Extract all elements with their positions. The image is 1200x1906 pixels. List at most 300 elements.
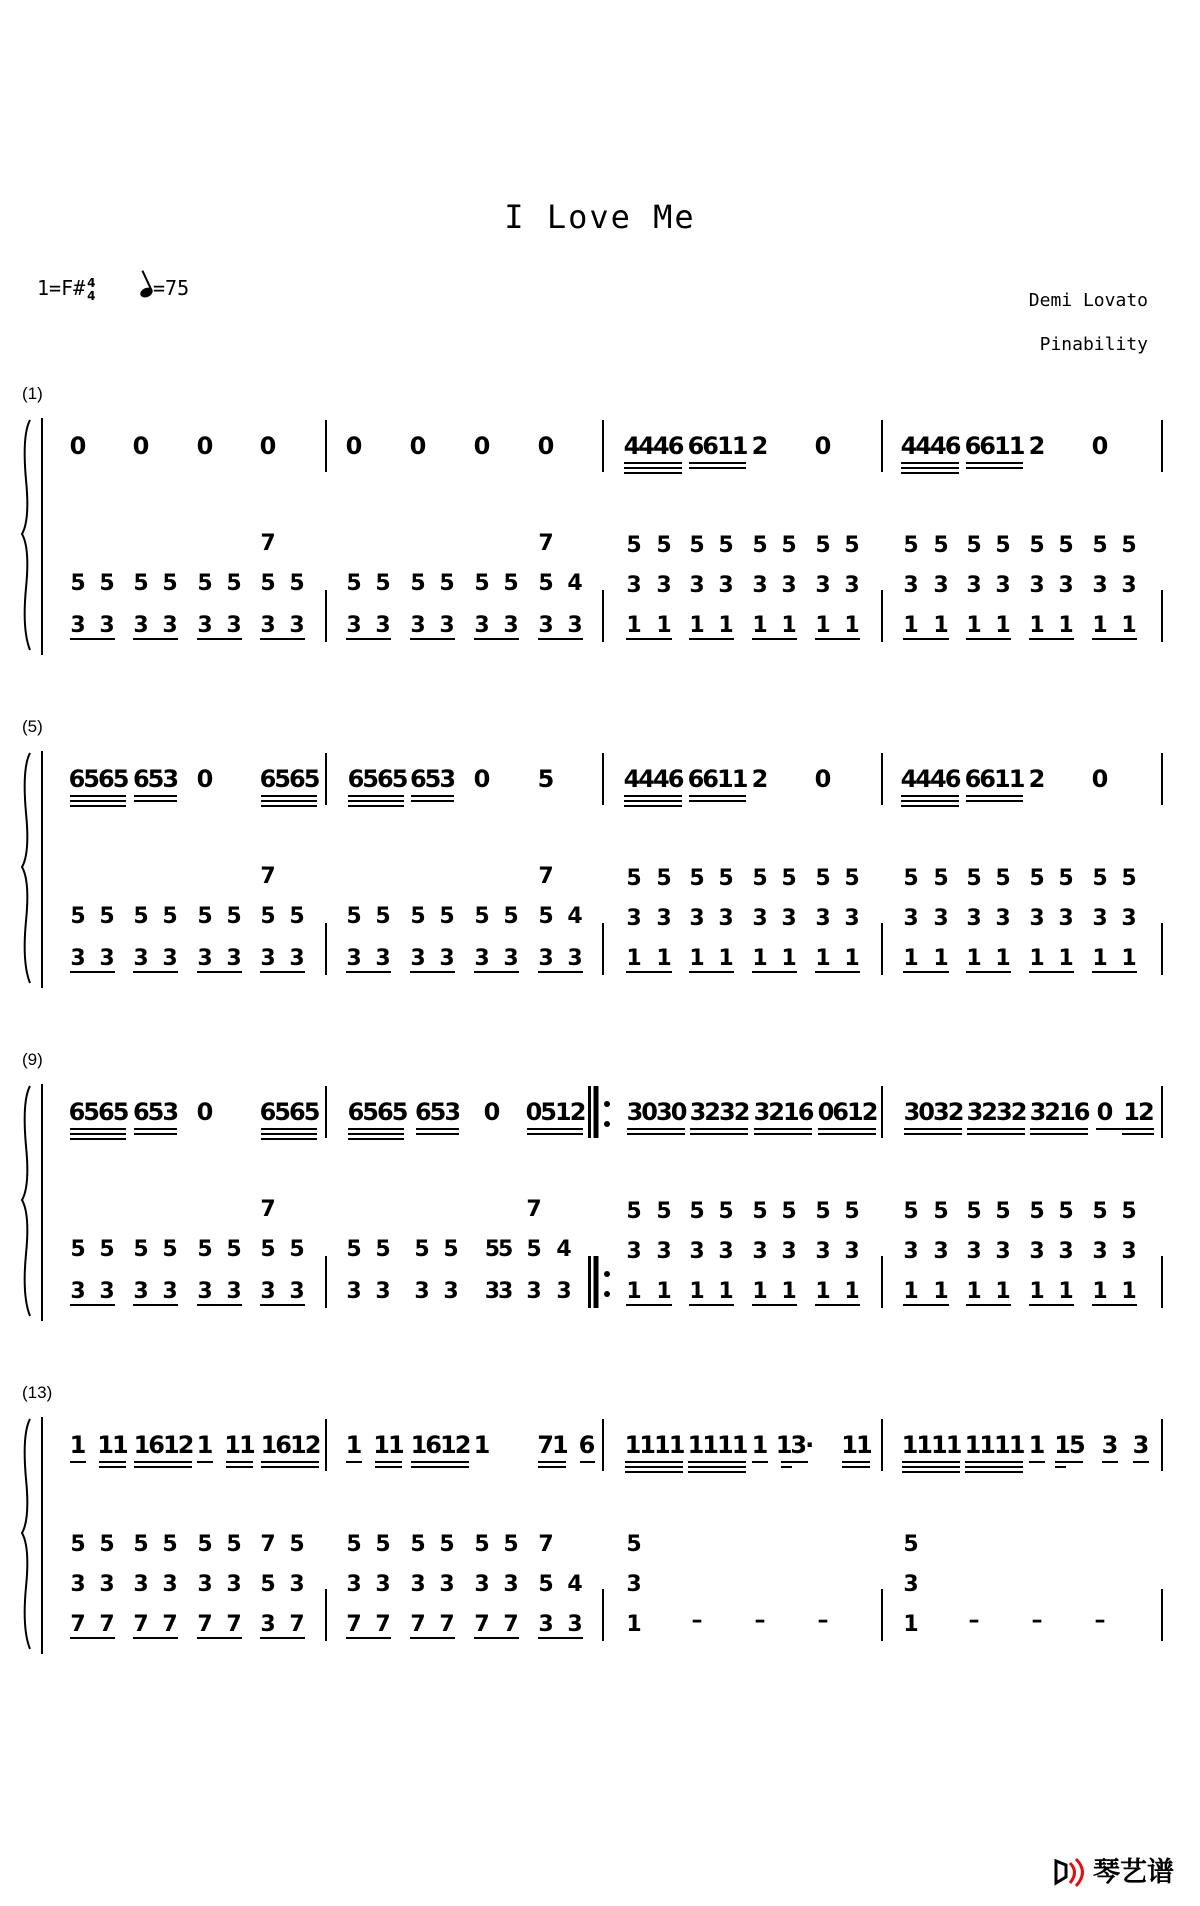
svg-text:5: 5 bbox=[226, 1532, 242, 1557]
svg-text:5: 5 bbox=[933, 866, 949, 891]
svg-text:3: 3 bbox=[718, 1239, 734, 1264]
svg-text:5: 5 bbox=[346, 1532, 362, 1557]
svg-text:5: 5 bbox=[844, 533, 860, 558]
svg-text:0: 0 bbox=[196, 1098, 214, 1126]
tempo-value: =75 bbox=[153, 276, 190, 300]
svg-text:5: 5 bbox=[781, 1199, 797, 1224]
svg-text:4: 4 bbox=[567, 904, 583, 929]
svg-text:1: 1 bbox=[196, 1431, 214, 1459]
svg-text:4446: 4446 bbox=[900, 432, 960, 460]
svg-text:3: 3 bbox=[162, 946, 178, 971]
svg-text:5: 5 bbox=[439, 571, 455, 596]
svg-text:3: 3 bbox=[162, 1279, 178, 1304]
svg-text:5: 5 bbox=[439, 904, 455, 929]
svg-text:5: 5 bbox=[260, 571, 276, 596]
svg-text:5: 5 bbox=[133, 1237, 149, 1262]
svg-text:1: 1 bbox=[626, 946, 642, 971]
svg-text:3: 3 bbox=[1029, 906, 1045, 931]
svg-text:5: 5 bbox=[718, 866, 734, 891]
svg-text:3: 3 bbox=[226, 1572, 242, 1597]
svg-text:1: 1 bbox=[966, 613, 982, 638]
svg-text:3: 3 bbox=[689, 906, 705, 931]
svg-text:5: 5 bbox=[375, 1532, 391, 1557]
svg-text:3: 3 bbox=[70, 946, 86, 971]
svg-text:6611: 6611 bbox=[687, 765, 747, 793]
svg-text:3: 3 bbox=[656, 906, 672, 931]
svg-text:3: 3 bbox=[133, 613, 149, 638]
svg-text:7: 7 bbox=[260, 1532, 276, 1557]
arranger-credit: Pinability bbox=[1039, 334, 1148, 355]
svg-text:1: 1 bbox=[689, 613, 705, 638]
svg-text:3: 3 bbox=[410, 613, 426, 638]
svg-text:3: 3 bbox=[70, 1279, 86, 1304]
svg-text:1: 1 bbox=[966, 946, 982, 971]
svg-text:3: 3 bbox=[689, 573, 705, 598]
svg-text:1: 1 bbox=[1029, 946, 1045, 971]
svg-text:0512: 0512 bbox=[525, 1098, 585, 1126]
svg-text:5: 5 bbox=[99, 904, 115, 929]
svg-text:5: 5 bbox=[162, 571, 178, 596]
svg-text:4446: 4446 bbox=[623, 432, 683, 460]
svg-text:3: 3 bbox=[439, 946, 455, 971]
svg-text:1: 1 bbox=[1092, 1279, 1108, 1304]
svg-text:–: – bbox=[1094, 1608, 1106, 1633]
svg-text:3: 3 bbox=[260, 1279, 276, 1304]
svg-text:5: 5 bbox=[443, 1237, 459, 1262]
svg-text:5: 5 bbox=[1029, 866, 1045, 891]
svg-text:1111: 1111 bbox=[964, 1431, 1024, 1459]
svg-text:5: 5 bbox=[375, 571, 391, 596]
system-label-13: (13) bbox=[22, 1383, 53, 1402]
svg-text:7: 7 bbox=[410, 1612, 426, 1637]
svg-text:5: 5 bbox=[995, 1199, 1011, 1224]
svg-text:3: 3 bbox=[414, 1279, 430, 1304]
svg-text:3: 3 bbox=[752, 906, 768, 931]
svg-text:3: 3 bbox=[626, 906, 642, 931]
svg-text:1612: 1612 bbox=[133, 1431, 193, 1459]
svg-text:3: 3 bbox=[1121, 906, 1137, 931]
svg-text:5: 5 bbox=[133, 1532, 149, 1557]
svg-text:1: 1 bbox=[995, 1279, 1011, 1304]
svg-text:3: 3 bbox=[260, 1612, 276, 1637]
svg-text:6611: 6611 bbox=[687, 432, 747, 460]
svg-text:5: 5 bbox=[375, 904, 391, 929]
svg-text:3: 3 bbox=[752, 1239, 768, 1264]
svg-text:5: 5 bbox=[689, 1199, 705, 1224]
svg-text:3: 3 bbox=[1029, 1239, 1045, 1264]
svg-text:3: 3 bbox=[375, 1572, 391, 1597]
svg-text:5: 5 bbox=[1029, 533, 1045, 558]
svg-text:5: 5 bbox=[689, 866, 705, 891]
svg-text:5: 5 bbox=[99, 1237, 115, 1262]
svg-text:3: 3 bbox=[197, 946, 213, 971]
svg-text:5: 5 bbox=[375, 1237, 391, 1262]
svg-text:5: 5 bbox=[1092, 1199, 1108, 1224]
svg-text:7: 7 bbox=[260, 864, 276, 889]
svg-text:5: 5 bbox=[1058, 1199, 1074, 1224]
svg-text:3: 3 bbox=[99, 946, 115, 971]
svg-text:5: 5 bbox=[162, 1237, 178, 1262]
svg-text:1: 1 bbox=[815, 613, 831, 638]
svg-text:5: 5 bbox=[966, 533, 982, 558]
svg-text:1: 1 bbox=[933, 1279, 949, 1304]
score-system-5 bbox=[0, 713, 1200, 1003]
svg-text:1: 1 bbox=[815, 1279, 831, 1304]
svg-text:0: 0 bbox=[1091, 765, 1109, 793]
svg-text:5: 5 bbox=[197, 904, 213, 929]
svg-text:3: 3 bbox=[133, 946, 149, 971]
svg-text:6565: 6565 bbox=[68, 1098, 128, 1126]
svg-text:2: 2 bbox=[1028, 765, 1046, 793]
svg-text:3: 3 bbox=[346, 613, 362, 638]
tempo-marking bbox=[140, 276, 189, 300]
svg-text:1: 1 bbox=[781, 1279, 797, 1304]
svg-text:2: 2 bbox=[751, 432, 769, 460]
svg-text:5: 5 bbox=[903, 866, 919, 891]
svg-text:3: 3 bbox=[133, 1279, 149, 1304]
svg-text:1: 1 bbox=[781, 613, 797, 638]
svg-text:7: 7 bbox=[260, 1197, 276, 1222]
quarter-note-icon bbox=[139, 286, 155, 300]
svg-text:5: 5 bbox=[289, 1237, 305, 1262]
score-system-13 bbox=[0, 1379, 1200, 1669]
svg-text:5: 5 bbox=[526, 1237, 542, 1262]
svg-text:4446: 4446 bbox=[900, 765, 960, 793]
svg-text:3: 3 bbox=[289, 1279, 305, 1304]
svg-text:5: 5 bbox=[410, 1532, 426, 1557]
svg-text:3: 3 bbox=[718, 906, 734, 931]
svg-text:5: 5 bbox=[260, 904, 276, 929]
svg-text:1: 1 bbox=[1121, 613, 1137, 638]
svg-text:3: 3 bbox=[503, 946, 519, 971]
svg-text:5: 5 bbox=[626, 866, 642, 891]
svg-text:0: 0 bbox=[345, 432, 363, 460]
svg-text:5: 5 bbox=[260, 1237, 276, 1262]
svg-text:3: 3 bbox=[443, 1279, 459, 1304]
score-system-9 bbox=[0, 1046, 1200, 1336]
svg-text:7: 7 bbox=[538, 864, 554, 889]
svg-text:5: 5 bbox=[844, 1199, 860, 1224]
svg-text:3: 3 bbox=[626, 573, 642, 598]
svg-text:5: 5 bbox=[439, 1532, 455, 1557]
svg-text:3: 3 bbox=[781, 573, 797, 598]
svg-text:5: 5 bbox=[1029, 1199, 1045, 1224]
svg-text:5: 5 bbox=[346, 904, 362, 929]
svg-text:0: 0 bbox=[259, 432, 277, 460]
svg-text:3: 3 bbox=[903, 1239, 919, 1264]
svg-text:5: 5 bbox=[966, 1199, 982, 1224]
svg-text:5: 5 bbox=[474, 1532, 490, 1557]
svg-text:7: 7 bbox=[260, 531, 276, 556]
svg-text:3: 3 bbox=[474, 1572, 490, 1597]
svg-text:5: 5 bbox=[718, 533, 734, 558]
svg-text:5: 5 bbox=[99, 571, 115, 596]
svg-text:7: 7 bbox=[346, 1612, 362, 1637]
svg-text:1: 1 bbox=[626, 1279, 642, 1304]
svg-text:5: 5 bbox=[1121, 1199, 1137, 1224]
svg-text:1: 1 bbox=[656, 946, 672, 971]
svg-text:3: 3 bbox=[689, 1239, 705, 1264]
svg-text:5: 5 bbox=[133, 904, 149, 929]
svg-text:3232: 3232 bbox=[689, 1098, 749, 1126]
svg-text:3: 3 bbox=[656, 573, 672, 598]
svg-text:5: 5 bbox=[538, 571, 554, 596]
svg-text:1: 1 bbox=[1029, 613, 1045, 638]
svg-text:5: 5 bbox=[289, 904, 305, 929]
svg-text:0: 0 bbox=[483, 1098, 501, 1126]
svg-text:5: 5 bbox=[752, 1199, 768, 1224]
svg-text:3: 3 bbox=[815, 573, 831, 598]
svg-text:1111: 1111 bbox=[687, 1431, 747, 1459]
svg-text:11: 11 bbox=[373, 1431, 403, 1459]
svg-text:5: 5 bbox=[414, 1237, 430, 1262]
svg-text:3: 3 bbox=[567, 613, 583, 638]
svg-text:1: 1 bbox=[933, 613, 949, 638]
svg-text:3: 3 bbox=[815, 1239, 831, 1264]
svg-text:5: 5 bbox=[162, 904, 178, 929]
svg-text:3: 3 bbox=[375, 1279, 391, 1304]
svg-text:5: 5 bbox=[1092, 866, 1108, 891]
score-title: I Love Me bbox=[504, 198, 696, 236]
svg-text:5: 5 bbox=[903, 1532, 919, 1557]
svg-text:1: 1 bbox=[718, 946, 734, 971]
svg-text:3: 3 bbox=[966, 573, 982, 598]
svg-text:13·: 13· bbox=[775, 1431, 813, 1459]
svg-text:1: 1 bbox=[689, 946, 705, 971]
svg-text:5: 5 bbox=[474, 904, 490, 929]
svg-text:1: 1 bbox=[752, 613, 768, 638]
svg-text:5: 5 bbox=[995, 866, 1011, 891]
svg-text:3: 3 bbox=[903, 573, 919, 598]
svg-text:3: 3 bbox=[844, 573, 860, 598]
svg-text:3: 3 bbox=[226, 1279, 242, 1304]
svg-text:3: 3 bbox=[1092, 906, 1108, 931]
svg-text:3: 3 bbox=[162, 1572, 178, 1597]
svg-text:5: 5 bbox=[410, 904, 426, 929]
svg-text:1612: 1612 bbox=[260, 1431, 320, 1459]
svg-text:5: 5 bbox=[537, 765, 555, 793]
svg-text:5: 5 bbox=[844, 866, 860, 891]
svg-text:653: 653 bbox=[409, 765, 455, 793]
svg-text:3: 3 bbox=[289, 1572, 305, 1597]
svg-text:1: 1 bbox=[1092, 613, 1108, 638]
svg-text:3: 3 bbox=[538, 1612, 554, 1637]
svg-text:1111: 1111 bbox=[624, 1431, 684, 1459]
svg-text:–: – bbox=[968, 1608, 980, 1633]
svg-text:15: 15 bbox=[1054, 1431, 1084, 1459]
svg-text:5: 5 bbox=[689, 533, 705, 558]
composer-credit: Demi Lovato bbox=[1028, 290, 1148, 311]
svg-text:0: 0 bbox=[814, 432, 832, 460]
svg-text:1: 1 bbox=[1121, 946, 1137, 971]
svg-text:1: 1 bbox=[844, 613, 860, 638]
svg-text:3: 3 bbox=[70, 613, 86, 638]
svg-text:3: 3 bbox=[260, 613, 276, 638]
svg-text:0: 0 bbox=[814, 765, 832, 793]
svg-text:3: 3 bbox=[1029, 573, 1045, 598]
svg-text:4: 4 bbox=[567, 571, 583, 596]
svg-text:5: 5 bbox=[197, 571, 213, 596]
svg-text:3: 3 bbox=[133, 1572, 149, 1597]
svg-text:3: 3 bbox=[289, 946, 305, 971]
svg-text:1: 1 bbox=[718, 1279, 734, 1304]
svg-text:3: 3 bbox=[626, 1239, 642, 1264]
svg-text:4446: 4446 bbox=[623, 765, 683, 793]
svg-text:6565: 6565 bbox=[68, 765, 128, 793]
svg-text:6611: 6611 bbox=[964, 765, 1024, 793]
svg-text:3: 3 bbox=[474, 946, 490, 971]
svg-text:5: 5 bbox=[538, 904, 554, 929]
svg-text:1: 1 bbox=[903, 1279, 919, 1304]
svg-text:1: 1 bbox=[473, 1431, 491, 1459]
svg-text:5: 5 bbox=[656, 533, 672, 558]
svg-text:1: 1 bbox=[656, 1279, 672, 1304]
svg-text:1: 1 bbox=[656, 613, 672, 638]
melody-line bbox=[70, 432, 1109, 460]
svg-text:5: 5 bbox=[752, 533, 768, 558]
svg-text:5: 5 bbox=[626, 1532, 642, 1557]
svg-text:1: 1 bbox=[844, 1279, 860, 1304]
svg-text:11: 11 bbox=[97, 1431, 127, 1459]
svg-text:7: 7 bbox=[70, 1612, 86, 1637]
svg-text:1: 1 bbox=[752, 946, 768, 971]
svg-text:1: 1 bbox=[1029, 1279, 1045, 1304]
svg-text:7: 7 bbox=[526, 1197, 542, 1222]
svg-text:3: 3 bbox=[99, 1279, 115, 1304]
svg-text:7: 7 bbox=[162, 1612, 178, 1637]
svg-text:0612: 0612 bbox=[817, 1098, 877, 1126]
svg-text:5: 5 bbox=[781, 866, 797, 891]
svg-text:4: 4 bbox=[567, 1572, 583, 1597]
svg-text:5: 5 bbox=[933, 533, 949, 558]
svg-text:5: 5 bbox=[503, 571, 519, 596]
svg-text:71: 71 bbox=[537, 1431, 567, 1459]
svg-text:3216: 3216 bbox=[753, 1098, 813, 1126]
svg-text:7: 7 bbox=[289, 1612, 305, 1637]
svg-text:12: 12 bbox=[1123, 1098, 1153, 1126]
svg-text:3: 3 bbox=[346, 1572, 362, 1597]
svg-text:3: 3 bbox=[439, 613, 455, 638]
svg-text:7: 7 bbox=[474, 1612, 490, 1637]
svg-text:3: 3 bbox=[815, 906, 831, 931]
svg-text:5: 5 bbox=[346, 1237, 362, 1262]
svg-text:0: 0 bbox=[409, 432, 427, 460]
svg-text:5: 5 bbox=[626, 533, 642, 558]
svg-text:3: 3 bbox=[70, 1572, 86, 1597]
svg-text:1: 1 bbox=[1121, 1279, 1137, 1304]
svg-text:1: 1 bbox=[626, 613, 642, 638]
svg-text:5: 5 bbox=[903, 533, 919, 558]
svg-text:5: 5 bbox=[752, 866, 768, 891]
svg-text:3030: 3030 bbox=[626, 1098, 686, 1126]
svg-text:5: 5 bbox=[70, 1532, 86, 1557]
svg-text:5: 5 bbox=[933, 1199, 949, 1224]
svg-text:3: 3 bbox=[966, 1239, 982, 1264]
svg-text:11: 11 bbox=[841, 1431, 871, 1459]
svg-text:3: 3 bbox=[781, 1239, 797, 1264]
svg-text:3: 3 bbox=[1058, 906, 1074, 931]
svg-text:3032: 3032 bbox=[903, 1098, 963, 1126]
svg-text:3216: 3216 bbox=[1029, 1098, 1089, 1126]
svg-text:3: 3 bbox=[933, 906, 949, 931]
svg-text:3: 3 bbox=[346, 946, 362, 971]
svg-text:0: 0 bbox=[537, 432, 555, 460]
melody-beams bbox=[624, 463, 1023, 473]
svg-text:3: 3 bbox=[410, 1572, 426, 1597]
svg-text:3: 3 bbox=[903, 1572, 919, 1597]
svg-text:0: 0 bbox=[473, 765, 491, 793]
svg-text:3: 3 bbox=[526, 1279, 542, 1304]
svg-text:1612: 1612 bbox=[410, 1431, 470, 1459]
svg-text:5: 5 bbox=[260, 1572, 276, 1597]
svg-text:5: 5 bbox=[815, 866, 831, 891]
svg-text:0: 0 bbox=[1096, 1098, 1114, 1126]
svg-text:3: 3 bbox=[1058, 1239, 1074, 1264]
svg-text:3: 3 bbox=[197, 1572, 213, 1597]
svg-text:7: 7 bbox=[503, 1612, 519, 1637]
svg-text:0: 0 bbox=[1091, 432, 1109, 460]
svg-text:1111: 1111 bbox=[901, 1431, 961, 1459]
svg-text:1: 1 bbox=[903, 946, 919, 971]
svg-text:3: 3 bbox=[162, 613, 178, 638]
svg-text:1: 1 bbox=[815, 946, 831, 971]
svg-text:3: 3 bbox=[1121, 1239, 1137, 1264]
svg-text:6565: 6565 bbox=[347, 1098, 407, 1126]
svg-text:7: 7 bbox=[99, 1612, 115, 1637]
svg-text:3: 3 bbox=[752, 573, 768, 598]
svg-text:5: 5 bbox=[815, 1199, 831, 1224]
svg-text:3: 3 bbox=[410, 946, 426, 971]
svg-text:3: 3 bbox=[567, 946, 583, 971]
svg-text:1: 1 bbox=[844, 946, 860, 971]
svg-text:2: 2 bbox=[1028, 432, 1046, 460]
svg-text:5: 5 bbox=[966, 866, 982, 891]
svg-text:2: 2 bbox=[751, 765, 769, 793]
svg-text:1: 1 bbox=[995, 613, 1011, 638]
music-logo-icon bbox=[1053, 1857, 1087, 1887]
svg-text:5: 5 bbox=[781, 533, 797, 558]
svg-text:6565: 6565 bbox=[347, 765, 407, 793]
svg-text:–: – bbox=[1031, 1608, 1043, 1633]
svg-text:5: 5 bbox=[1121, 533, 1137, 558]
svg-text:5: 5 bbox=[903, 1199, 919, 1224]
svg-text:3: 3 bbox=[567, 1612, 583, 1637]
svg-text:3: 3 bbox=[289, 613, 305, 638]
svg-text:3: 3 bbox=[375, 946, 391, 971]
system-brace bbox=[22, 418, 42, 655]
svg-text:7: 7 bbox=[375, 1612, 391, 1637]
svg-text:5: 5 bbox=[197, 1532, 213, 1557]
svg-text:3: 3 bbox=[903, 906, 919, 931]
svg-text:3: 3 bbox=[439, 1572, 455, 1597]
system-label-1: (1) bbox=[22, 384, 43, 403]
svg-text:3: 3 bbox=[966, 906, 982, 931]
svg-text:3: 3 bbox=[1132, 1431, 1150, 1459]
svg-text:3: 3 bbox=[538, 613, 554, 638]
svg-text:3: 3 bbox=[1101, 1431, 1119, 1459]
site-logo bbox=[1053, 1850, 1174, 1889]
svg-text:3: 3 bbox=[474, 613, 490, 638]
time-signature-top: 4 bbox=[87, 275, 96, 290]
svg-text:11: 11 bbox=[224, 1431, 254, 1459]
svg-text:3: 3 bbox=[1121, 573, 1137, 598]
svg-text:5: 5 bbox=[1058, 533, 1074, 558]
svg-text:5: 5 bbox=[474, 571, 490, 596]
svg-text:5: 5 bbox=[226, 904, 242, 929]
svg-text:7: 7 bbox=[226, 1612, 242, 1637]
svg-text:5: 5 bbox=[70, 904, 86, 929]
svg-text:4: 4 bbox=[556, 1237, 572, 1262]
